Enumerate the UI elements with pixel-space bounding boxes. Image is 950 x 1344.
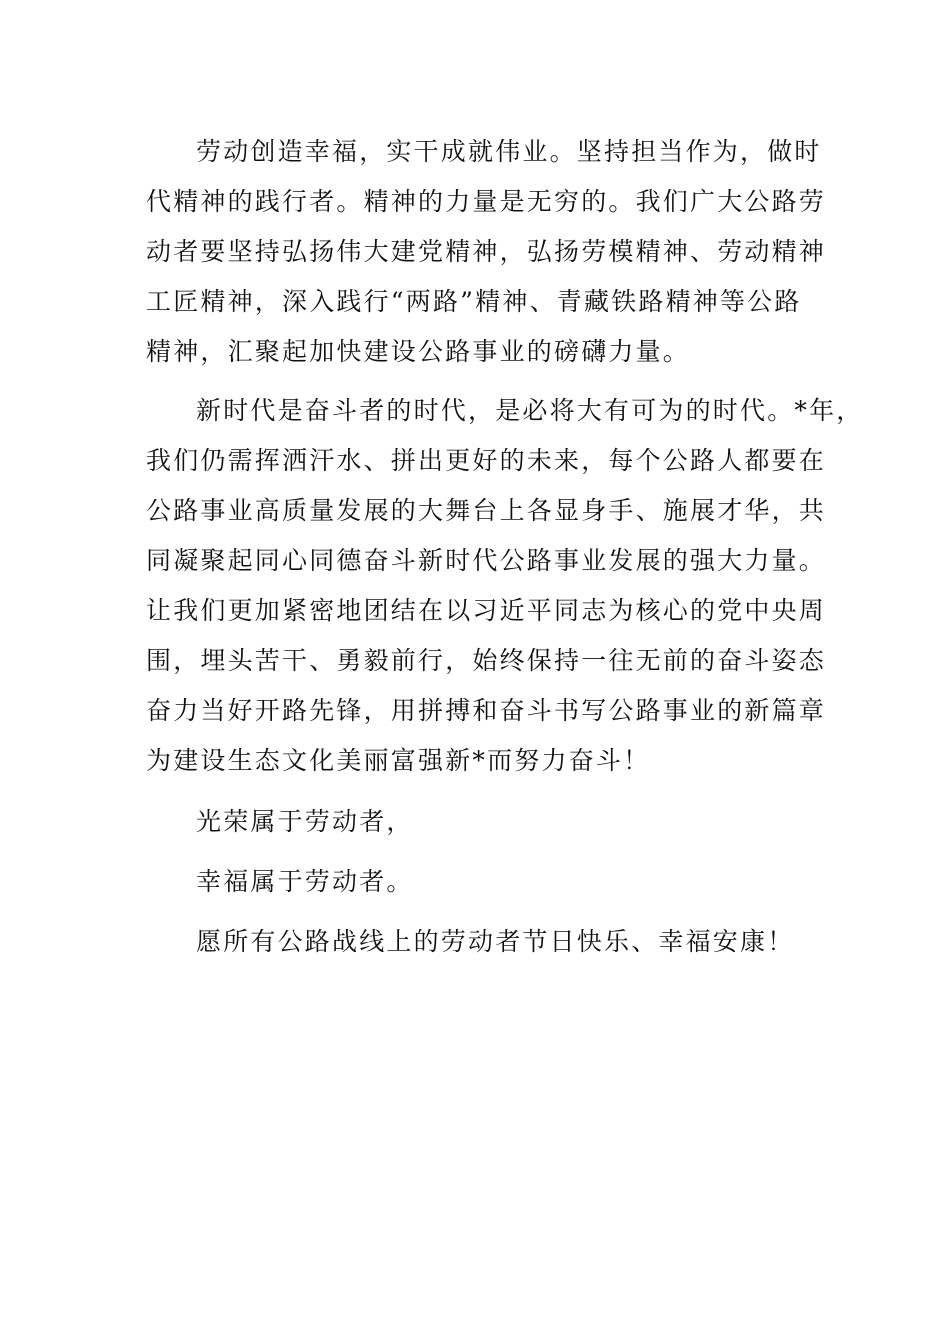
paragraph-line: 动者要坚持弘扬伟大建党精神，弘扬劳模精神、劳动精神	[146, 237, 827, 266]
paragraph-line: 围，埋头苦干、勇毅前行，始终保持一往无前的奋斗姿态	[146, 646, 827, 675]
closing-line-3: 愿所有公路战线上的劳动者节日快乐、幸福安康！	[196, 927, 795, 956]
paragraph-line: 我们仍需挥洒汗水、拼出更好的未来，每个公路人都要在	[146, 446, 827, 475]
paragraph-line: 新时代是奋斗者的时代，是必将大有可为的时代。*年，	[196, 396, 864, 425]
paragraph-line: 公路事业高质量发展的大舞台上各显身手、施展才华，共	[146, 496, 827, 525]
paragraph-line: 工匠精神，深入践行“两路”精神、青藏铁路精神等公路	[146, 287, 802, 316]
paragraph-line: 让我们更加紧密地团结在以习近平同志为核心的党中央周	[146, 596, 827, 625]
paragraph-line: 精神，汇聚起加快建设公路事业的磅礴力量。	[146, 337, 691, 366]
closing-line-2: 幸福属于劳动者。	[196, 867, 414, 896]
paragraph-line: 代精神的践行者。精神的力量是无穷的。我们广大公路劳	[146, 187, 827, 216]
paragraph-line: 劳动创造幸福，实干成就伟业。坚持担当作为，做时	[196, 137, 822, 166]
paragraph-line: 同凝聚起同心同德奋斗新时代公路事业发展的强大力量。	[146, 546, 827, 575]
closing-line-1: 光荣属于劳动者，	[196, 807, 414, 836]
paragraph-line: 为建设生态文化美丽富强新*而努力奋斗！	[146, 746, 651, 775]
paragraph-line: 奋力当好开路先锋，用拼搏和奋斗书写公路事业的新篇章	[146, 696, 827, 725]
